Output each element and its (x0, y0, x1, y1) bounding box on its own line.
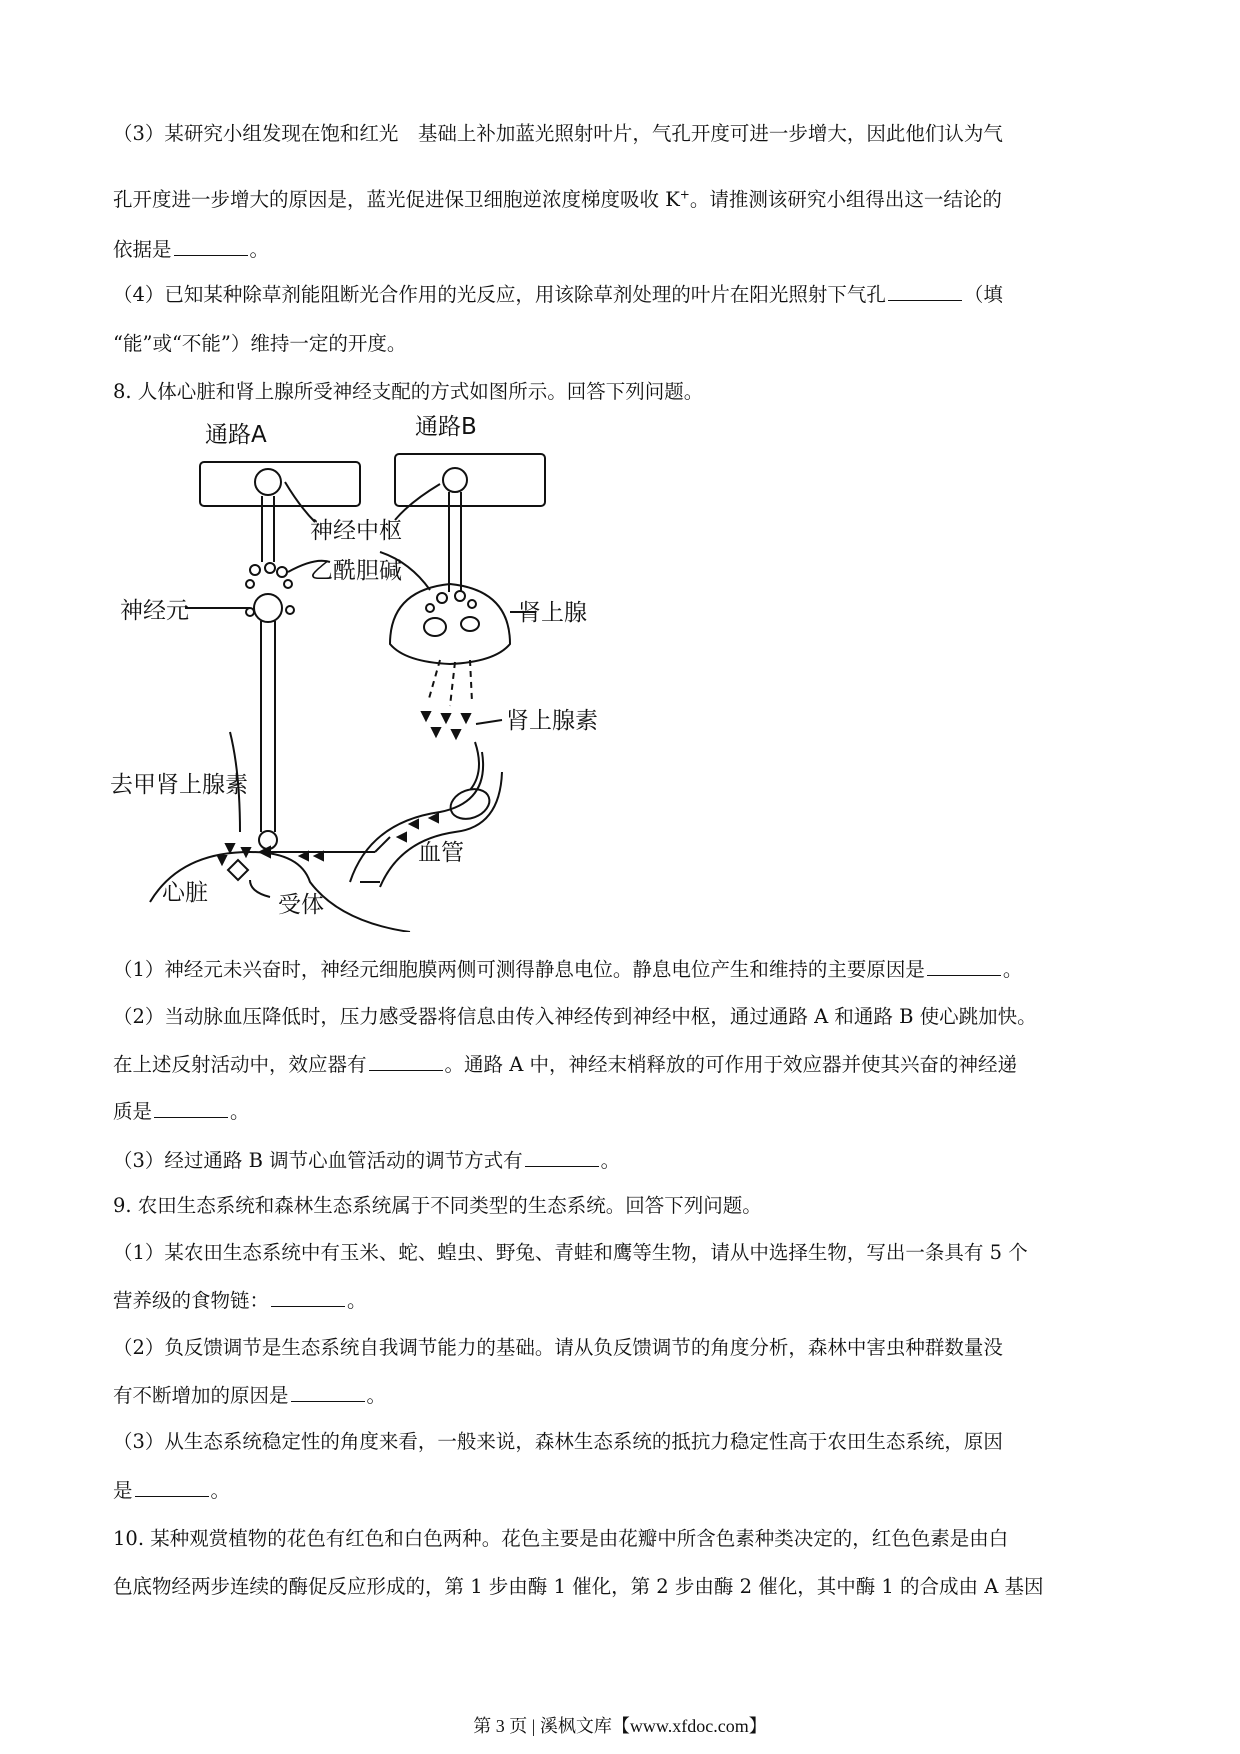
q9-part3-line2: 是 。 (113, 1479, 231, 1502)
answer-blank (135, 1478, 209, 1497)
answer-blank (369, 1052, 443, 1071)
page-footer: 第 3 页 | 溪枫文库【www.xfdoc.com】 (473, 1716, 767, 1736)
q7-part3-line2: 孔开度进一步增大的原因是，蓝光促进保卫细胞逆浓度梯度吸收 K+。请推测该研究小组得出这一结论的 (113, 187, 1002, 211)
q8-part2-line3: 质是 。 (113, 1100, 250, 1123)
receptor-shape (228, 860, 248, 880)
q9-part1-line2: 营养级的食物链： 。 (113, 1289, 367, 1312)
q8-stem: 8. 人体心脏和肾上腺所受神经支配的方式如图所示。回答下列问题。 (113, 380, 704, 403)
neuron-a-soma (255, 469, 281, 495)
label-nerve-center: 神经中枢 (310, 518, 402, 544)
label-receptor: 受体 (278, 892, 324, 918)
answer-blank (525, 1148, 599, 1167)
q10-line2: 色底物经两步连续的酶促反应形成的，第 1 步由酶 1 催化，第 2 步由酶 2 催化，其中酶 1 的合成由 A 基因 (113, 1575, 1044, 1598)
q9-part2-line1: （2）负反馈调节是生态系统自我调节能力的基础。请从负反馈调节的角度分析，森林中害虫种群数量没 (113, 1336, 1003, 1359)
neural-regulation-diagram (110, 412, 650, 932)
answer-blank (927, 957, 1001, 976)
adrenal-gland-shape (390, 584, 510, 664)
q9-part3-line1: （3）从生态系统稳定性的角度来看，一般来说，森林生态系统的抵抗力稳定性高于农田生态系统，原因 (113, 1430, 1003, 1453)
label-neuron: 神经元 (120, 598, 189, 624)
label-path-a: 通路A (205, 422, 267, 448)
answer-blank (271, 1288, 345, 1307)
q7-part4-line1: （4）已知某种除草剂能阻断光合作用的光反应，用该除草剂处理的叶片在阳光照射下气孔 （填 (113, 283, 1003, 306)
secretion-arrows (428, 660, 472, 706)
q7-part3-line1: （3）某研究小组发现在饱和红光 基础上补加蓝光照射叶片，气孔开度可进一步增大，因此他们认为气 (113, 122, 1003, 145)
vessel-connector (470, 742, 479, 790)
center-leader-b (395, 484, 440, 520)
neuron-soma (254, 594, 282, 622)
neuron-long-axon (261, 621, 275, 832)
label-adrenaline: 肾上腺素 (506, 708, 598, 734)
center-leader-a (285, 482, 315, 522)
label-noradrenaline: 去甲肾上腺素 (110, 772, 248, 798)
q9-part2-line2: 有不断增加的原因是 。 (113, 1384, 387, 1407)
label-blood-vessel: 血管 (418, 840, 464, 866)
answer-blank (888, 282, 962, 301)
label-adrenal-gland: 肾上腺 (518, 600, 587, 626)
neuron-b-soma (443, 468, 467, 492)
label-heart: 心脏 (162, 880, 208, 906)
label-path-b: 通路B (415, 414, 477, 440)
q8-part1: （1）神经元未兴奋时，神经元细胞膜两侧可测得静息电位。静息电位产生和维持的主要原因是 。 (113, 958, 1023, 981)
q8-part2-line1: （2）当动脉血压降低时，压力感受器将信息由传入神经传到神经中枢，通过通路 A 和通路 B 使心跳加快。 (113, 1005, 1037, 1028)
answer-blank (291, 1383, 365, 1402)
adrenaline-leader (476, 720, 502, 724)
q9-part1-line1: （1）某农田生态系统中有玉米、蛇、蝗虫、野兔、青蛙和鹰等生物，请从中选择生物，写出一条具有 5 个 (113, 1241, 1028, 1264)
answer-blank (174, 237, 248, 256)
answer-blank (154, 1099, 228, 1118)
q7-part4-line2: “能”或“不能”）维持一定的开度。 (113, 332, 407, 355)
q8-part3: （3）经过通路 B 调节心血管活动的调节方式有 。 (113, 1149, 621, 1172)
q10-line1: 10. 某种观赏植物的花色有红色和白色两种。花色主要是由花瓣中所含色素种类决定的，红色色素是由白 (113, 1527, 1009, 1550)
label-acetylcholine: 乙酰胆碱 (310, 558, 402, 584)
receptor-leader (250, 880, 270, 897)
q9-stem: 9. 农田生态系统和森林生态系统属于不同类型的生态系统。回答下列问题。 (113, 1194, 762, 1217)
q8-part2-line2: 在上述反射活动中，效应器有 。通路 A 中，神经末梢释放的可作用于效应器并使其兴奋的神经递 (113, 1053, 1017, 1076)
q7-part3-line3: 依据是 。 (113, 238, 270, 261)
